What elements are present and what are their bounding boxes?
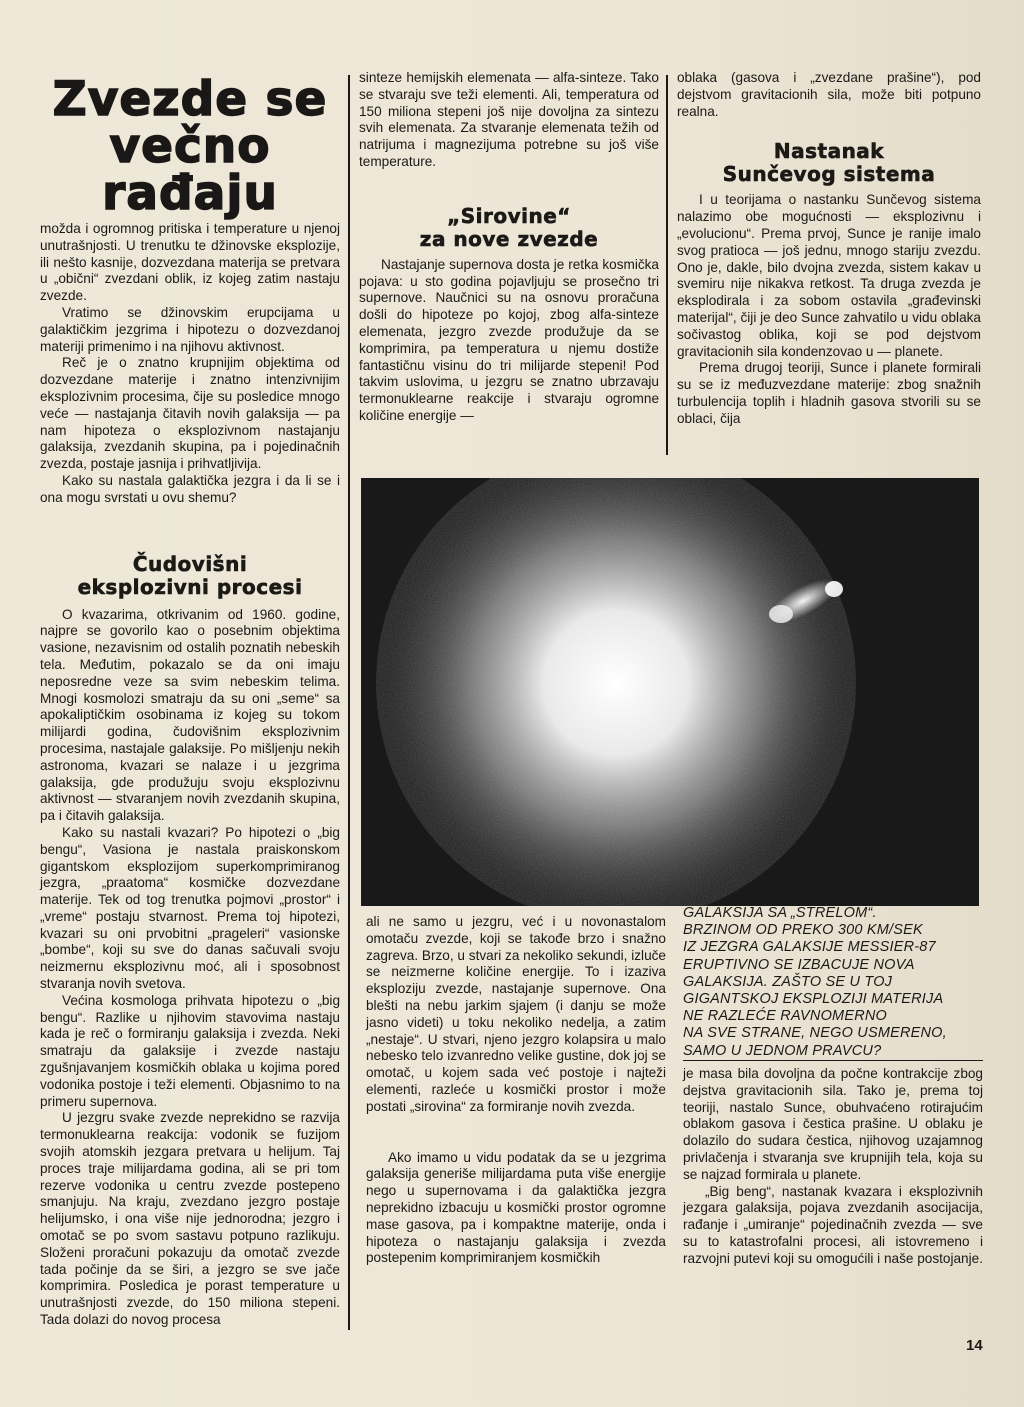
section-heading: [359, 205, 659, 251]
column-rule-right: [666, 75, 668, 455]
section-heading-line: Čudovišni: [132, 551, 248, 576]
paragraph: možda i ogromnog pritiska i temperature u njenoj unutrašnjosti. U trenutku te džinovske eksplozije, ili nešto kasnije, dozvezdana materija se pretvara u „obični“ zvezdani oblik, iz kojeg zatim nastaju zvezde.: [40, 221, 340, 304]
article-title-line-2: večno rađaju: [102, 119, 278, 221]
paragraph: je masa bila dovoljna da počne kontrakcije zbog dejstva gravitacionih sila. Tako je, prema toj teoriji, nastalo Sunce, obuhvaćeno rotirajućim oblakom gasova i čestica prašine. U oblaku je dolazilo do sudara čestica, njihovog uzajamnog privlačenja i stvaranja sve krupnijih tela, koja su se najzad formirala u planete.: [683, 1066, 983, 1182]
caption-text: SAMO U JEDNOM PRAVCU?: [683, 1043, 983, 1061]
column-2-lower: [366, 914, 666, 1267]
article-title-line-1: Zvezde se: [52, 72, 328, 127]
paragraph: Kako su nastala galaktička jezgra i da li se i ona mogu svrstati u ovu shemu?: [40, 472, 340, 505]
caption-text: NA SVE STRANE, NEGO USMERENO,: [683, 1025, 947, 1042]
caption-text: IZ JEZGRA GALAKSIJE MESSIER-87: [683, 939, 936, 956]
paragraph: I u teorijama o nastanku Sunčevog sistema nalazimo obe mogućnosti — eksplozivnu i „evolucionu“. Prema prvoj, Sunce je ranije imalo svog pratioca — još jednu, mnogo stariju zvezdu. Ono je, dakle, bilo dvojna zvezda, sistem kakav u svemiru nije nikakva retkost. Ta druga zvezda je eksplodirala i za sobom ostavila „građevinski materijal“, čiji je deo Sunce zahvatilo u vidu oblaka sočivastog oblika, koji se pod dejstvom gravitacionih sila kondenzovao u — planete.: [677, 192, 981, 359]
caption-text: GALAKSIJA. ZAŠTO SE U TOJ: [683, 973, 893, 990]
galaxy-photo: [361, 478, 979, 906]
column-2: [359, 70, 659, 425]
paragraph: „Big beng“, nastanak kvazara i eksplozivnih jezgara galaksija, pojava zvezdanih asocijacija, rađanje i „umiranje“ pojedinačnih zvezda — sve su to katastrofalni procesi, ali istovremeno i razvojni putevi koji su omogućili i naše postojanje.: [683, 1183, 983, 1266]
galaxy-image: [361, 478, 979, 906]
section-heading: [40, 553, 340, 599]
column-3: [677, 70, 981, 428]
paragraph: Vratimo se džinovskim erupcijama u galaktičkim jezgrima i hipotezu o dozvezdanoj materiji primenimo i na njihovu aktivnost.: [40, 304, 340, 354]
paragraph: sinteze hemijskih elemenata — alfa-sinteze. Tako se stvaraju sve teži elementi. Ali, temperatura od 150 miliona stepeni još nije dovoljna za sintezu svih elemenata. Za stvaranje elemenata težih od natrijuma i magnezijuma potrebne su još više temperature.: [359, 70, 659, 169]
caption-text: ERUPTIVNO SE IZBACUJE NOVA: [683, 956, 915, 973]
paragraph: O kvazarima, otkrivanim od 1960. godine, najpre se govorilo kao o posebnim objektima vasione, nezavisnim od ostalih poznatih nebeskih tela. Međutim, pokazalo se da oni imaju neposredne veze sa svim nebeskim telima. Mnogi kosmolozi smatraju da su oni „seme“ sa apokaliptičkim osobinama iz kojeg su tokom milijardi godina, čudovišnim eksplozivnim procesima, nastajale galaksije. Po mišljenju nekih astronoma, kvazari se nalaze i u jezgrima galaksija, gde produžuju svoju eksplozivnu aktivnost — stvaranjem novih zvezdanih skupina, pa i čitavih galaksija.: [40, 606, 340, 824]
paragraph: oblaka (gasova i „zvezdane prašine“), pod dejstvom gravitacionih sila, može biti potpuno realna.: [677, 70, 981, 119]
paragraph: U jezgru svake zvezde neprekidno se razvija termonuklearna reakcija: vodonik se fuzijom svojih atomskih jezgara pretvara u helijum. Taj proces traje milijardama godina, ali se pri tom rezerve vodonika u centru zvezde postepeno smanjuju. Na kraju, zvezdano jezgro postaje helijumsko, i ona više nije jednorodna; jezgro i omotač se po svom sastavu potpuno razlikuju. Složeni proračuni pokazuju da omotač zvezde tada počinje da se širi, a jezgro se sve jače komprimira. Posledica je porast temperature u unutrašnjosti zvezde, do 150 miliona stepeni. Tada dolazi do novog procesa: [40, 1110, 340, 1328]
caption-text: BRZINOM OD PREKO 300 KM/SEK: [683, 922, 923, 939]
caption-text: NE RAZLEĆE RAVNOMERNO: [683, 1008, 888, 1025]
caption-text: GIGANTSKOJ EKSPLOZIJI MATERIJA: [683, 991, 944, 1008]
paragraph: Ako imamo u vidu podatak da se u jezgrima galaksija generiše milijardama puta više energije nego u supernovama i da galaktička jezgra neprekidno izbacuju u kosmički prostor ogromne mase gasova, pa i kompaktne materije, onda i hipoteza o nastajanju galaksija i zvezda postepenim komprimiranjem kosmičkih: [366, 1149, 666, 1266]
paragraph: Prema drugoj teoriji, Sunce i planete formirali su se iz međuzvezdane materije: zbog snažnih turbulencija toplih i hladnih gasova stvorili su se oblaci, čija: [677, 360, 981, 426]
caption-text: GALAKSIJA SA „STRELOM“.: [683, 905, 877, 921]
paragraph: Većina kosmologa prihvata hipotezu o „big bengu“. Razlike u njihovim stavovima nastaju kada je reč o formiranju galaksija i zvezda. Neki smatraju da galaksije i zvezde nastaju zgušnjavanjem kosmičkih oblaka u kojima pored vodonika postoje i teži elementi. Objasnimo to na primeru supernova.: [40, 992, 340, 1109]
section-heading-line: Nastanak: [773, 139, 885, 164]
paragraph: ali ne samo u jezgru, već i u novonastalom omotaču zvezde, koji se takođe brzo i snažno zagreva. Brzo, u stvari za nekoliko sekundi, izluče se neizmerne količine energije. To i izaziva eksploziju zvezde, nastajanje supernove. Ona blešti na nebu jarkim sjajem (i danju se može jasno videti) u toku nekoliko nedelja, a zatim „nestaje“. U stvari, njeno jezgro kolapsira u malo nebesko telo izvanredno velike gustine, dok joj se omotač, u kojem sada već postoje i najteži elementi, razleće u kosmički prostor i može postati „sirovina“ za formiranje novih zvezda.: [366, 914, 666, 1114]
section-heading: [677, 140, 981, 186]
article-title: [40, 72, 340, 221]
section-heading-line: Sunčevog sistema: [722, 162, 936, 187]
column-rule-left: [348, 75, 350, 1330]
section-heading-line: „Sirovine“: [447, 203, 571, 228]
photo-caption: [683, 905, 983, 1061]
page-number: 14: [966, 1337, 983, 1354]
section-heading-line: za nove zvezde: [419, 226, 599, 251]
column-1: [40, 72, 340, 1329]
paragraph: Kako su nastali kvazari? Po hipotezi o „big bengu“, Vasiona je nastala praiskonskom gigantskom eksplozijom superkomprimiranog jezgra, „praatoma“ kosmičke dozvezdane materije. Tek od tog trenutka pojmovi „prostor“ i „vreme“ postaju stvarnost. Prema toj hipotezi, kvazari su oni prvobitni „prageleri“ vasionske „bombe“, koji su sve do danas sačuvali svoju neizmernu eksplozivnu moć, ali i sposobnost stvaranja novih svetova.: [40, 824, 340, 992]
paragraph: Nastajanje supernova dosta je retka kosmička pojava: u sto godina pojavljuju se prosečno tri supernove. Naučnici su na osnovu proračuna došli do hipoteze po kojoj, zbog alfa-sinteze elemenata, jezgro zvezde produžuje da se komprimira, pa temperatura u njemu dostiže fantastičnu visinu do tri milijarde stepeni! Pod takvim uslovima, u jezgru se znatno ubrzavaju termonuklearne reakcije i stvaraju ogromne količine energije —: [359, 256, 659, 423]
column-3-lower: [683, 1066, 983, 1268]
paragraph: Reč je o znatno krupnijim objektima od dozvezdane materije i znatno intenzivnijim eksplozivnim procesima, čije su posledice mnogo veće — nastajanja čitavih novih galaksija — pa nam hipoteza o eksplozivnom nastajanju galaksija, zvezdanih skupina, pa i pojedinačnih zvezda, postaje jasnija i prihvatljivija.: [40, 355, 340, 472]
section-heading-line: eksplozivni procesi: [77, 574, 303, 599]
